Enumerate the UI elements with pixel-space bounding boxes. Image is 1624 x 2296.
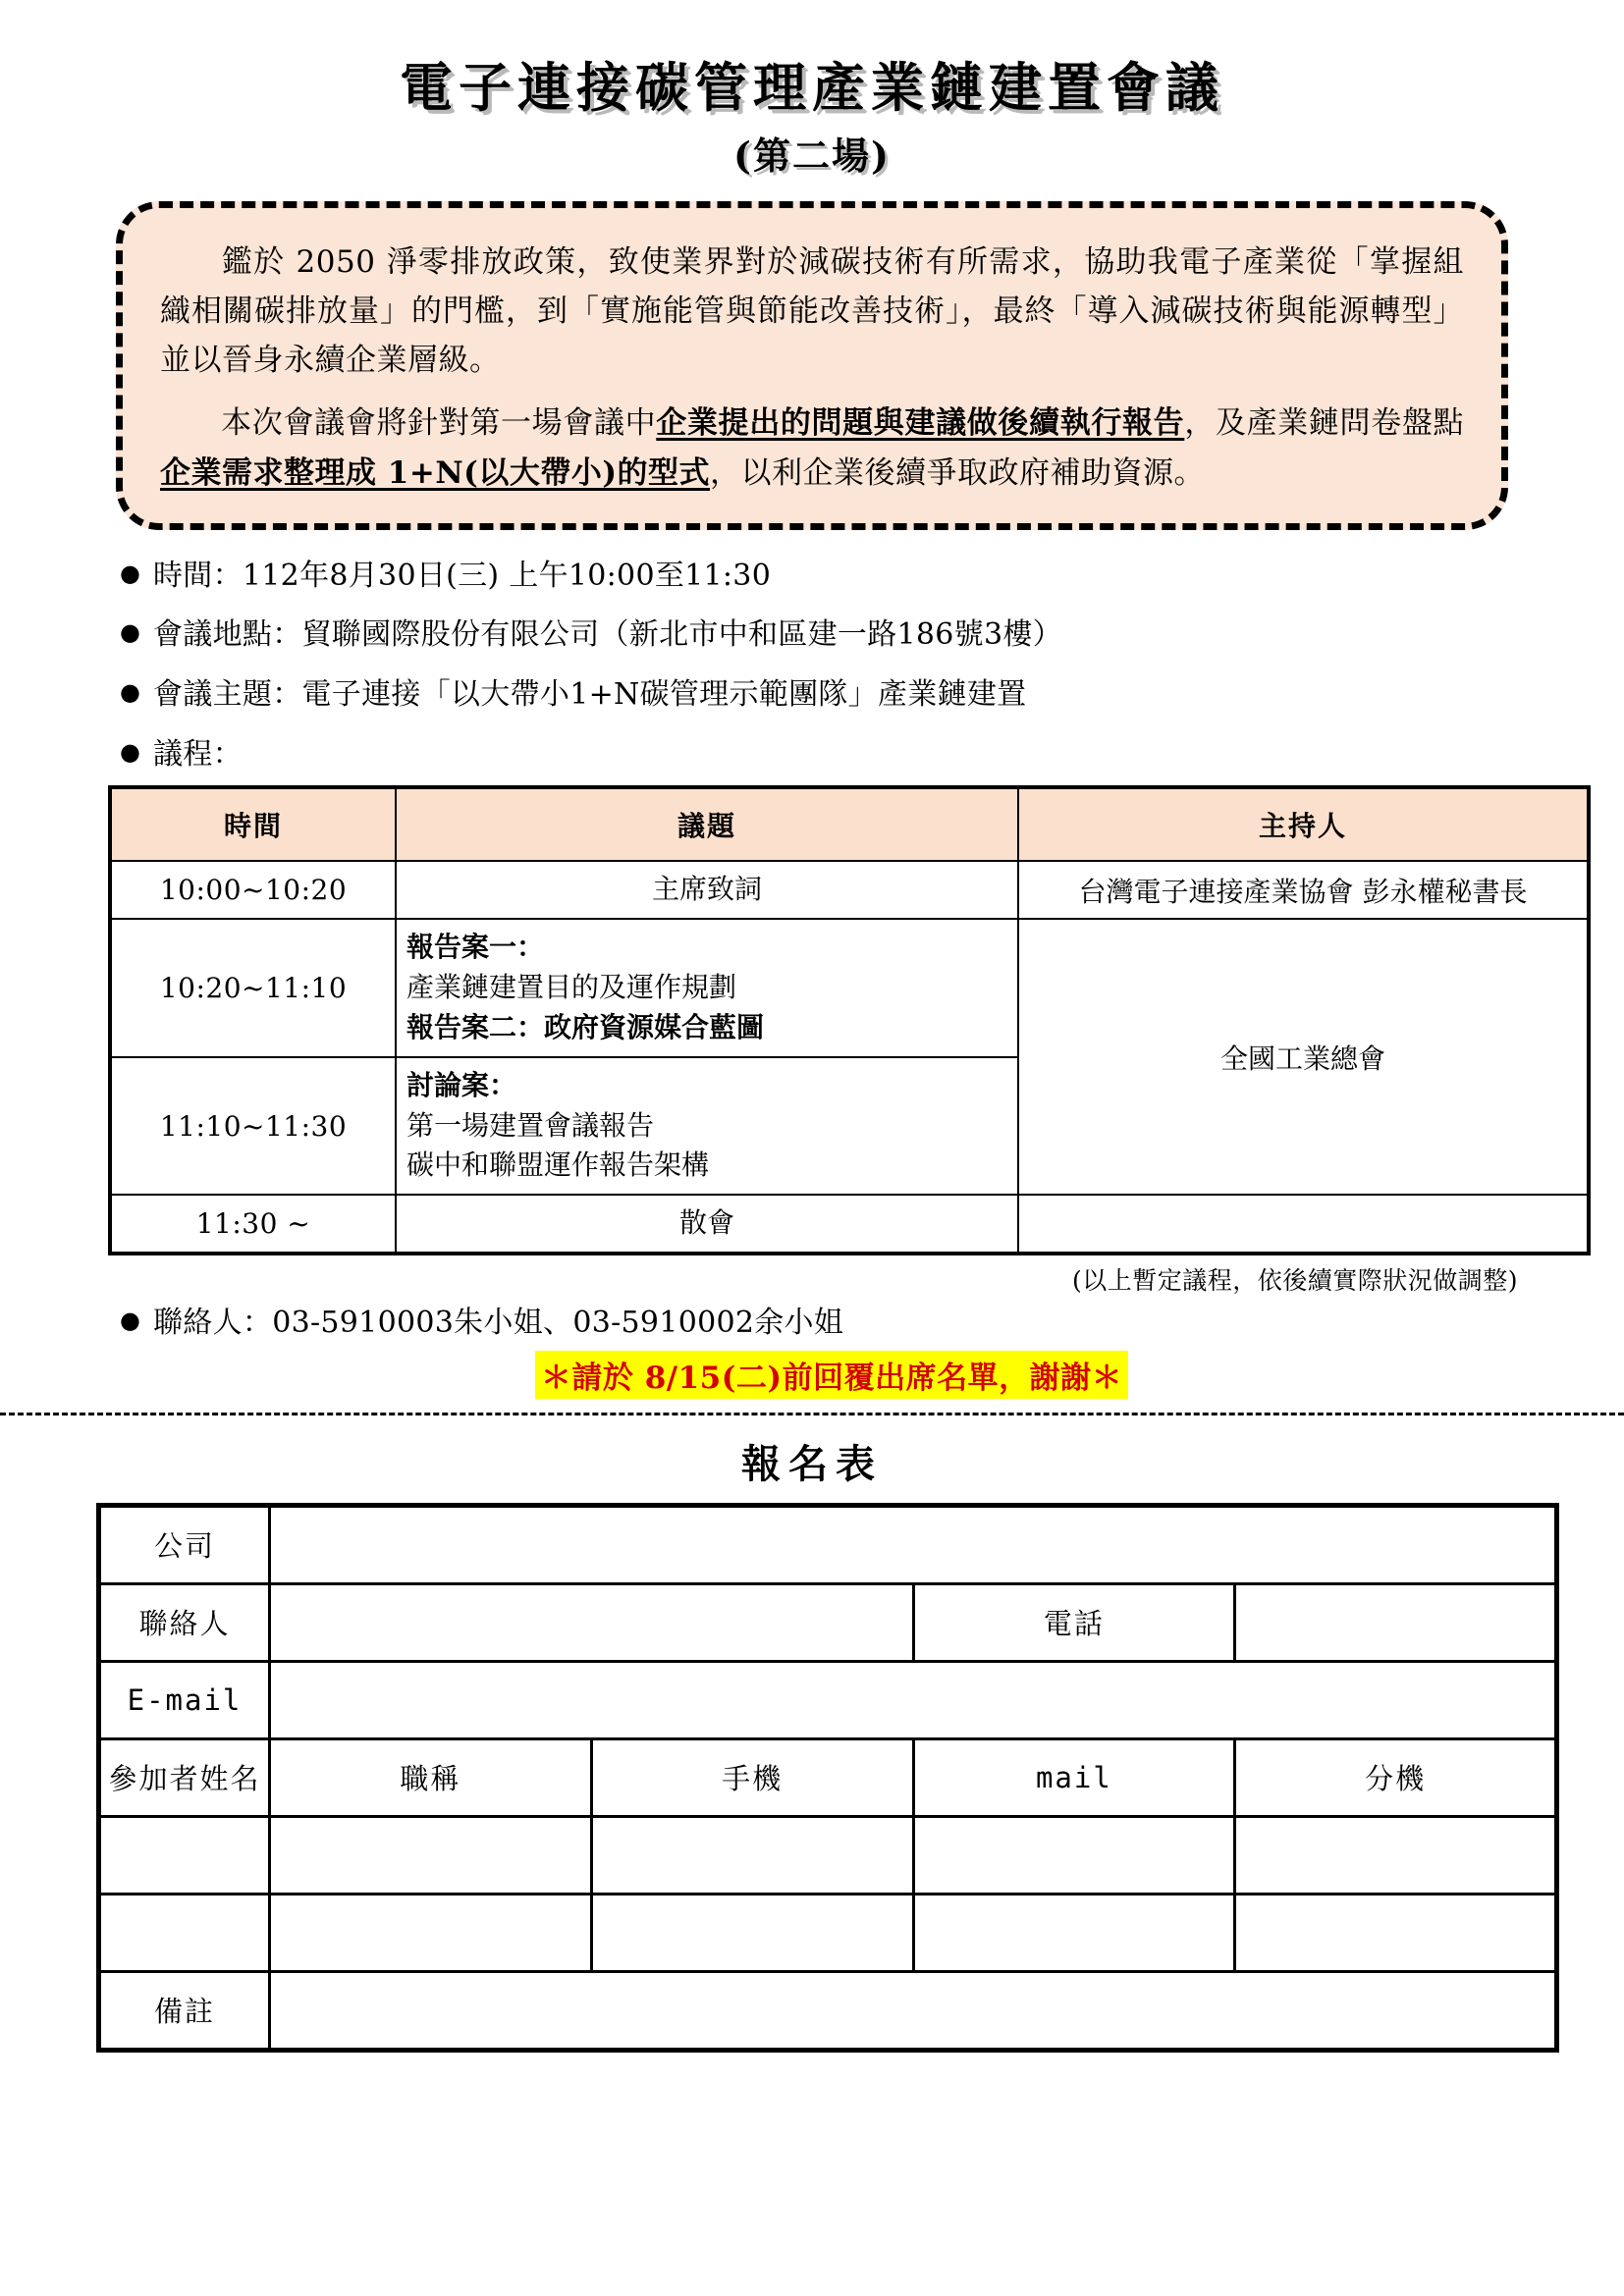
agenda-topic-cell	[396, 861, 1018, 919]
page-subtitle: (第二場)	[733, 133, 891, 178]
field-company[interactable]	[270, 1505, 1557, 1583]
participant-mail-cell[interactable]	[913, 1894, 1235, 1971]
agenda-topic-line: 碳中和聯盟運作報告架構	[406, 1148, 710, 1182]
form-row-contact	[99, 1583, 1557, 1661]
intro-emphasis-1: 企業提出的問題與建議做後續執行報告	[656, 405, 1185, 442]
table-row	[110, 861, 1589, 919]
agenda-time-cell: 11:10~11:30	[110, 1057, 396, 1196]
deadline-notice-row	[106, 1351, 1518, 1399]
participant-col-mobile: 手機	[591, 1738, 913, 1816]
participant-mobile-cell[interactable]	[591, 1816, 913, 1894]
intro-callout-box	[116, 201, 1508, 530]
field-remark[interactable]	[270, 1971, 1557, 2050]
form-row-email	[99, 1661, 1557, 1738]
bullet-dot-icon: ●	[120, 618, 140, 647]
bullet-dot-icon: ●	[120, 1307, 140, 1335]
agenda-col-host: 主持人	[1018, 787, 1589, 861]
bullet-label: 議程：	[153, 736, 243, 772]
bullet-item-topic-text	[153, 674, 1518, 717]
bullet-label: 聯絡人：	[153, 1306, 273, 1341]
bullet-value: 03-5910003朱小姐、03-5910002余小姐	[272, 1306, 844, 1341]
agenda-table-head	[110, 787, 1589, 861]
label-phone: 電話	[913, 1583, 1235, 1661]
bullet-item-location	[120, 614, 1518, 657]
bullet-item-contact-text	[153, 1303, 1518, 1345]
intro-emphasis-2: 企業需求整理成 1+N(以大帶小)的型式	[160, 454, 711, 491]
bullet-item-contact	[120, 1303, 1518, 1345]
label-contact-person: 聯絡人	[99, 1583, 270, 1661]
bullet-dot-icon: ●	[120, 737, 140, 766]
agenda-topic-line: 討論案：	[406, 1068, 517, 1101]
agenda-topic-cell	[396, 1195, 1018, 1254]
field-phone[interactable]	[1235, 1583, 1557, 1661]
agenda-host-cell: 台灣電子連接產業協會 彭永權秘書長	[1018, 861, 1589, 919]
table-row	[110, 919, 1589, 1057]
bullet-value: 112年8月30日(三) 上午10:00至11:30	[242, 558, 772, 593]
participant-col-mail: mail	[913, 1738, 1235, 1816]
contact-bullet-list	[106, 1303, 1518, 1345]
agenda-footnote: (以上暫定議程，依後續實際狀況做調整)	[1071, 1266, 1518, 1296]
agenda-topic-line: 主席致詞	[651, 873, 762, 906]
bullet-item-agenda	[120, 734, 1518, 776]
intro-seg-1: 本次會議會將針對第一場會議中	[221, 405, 657, 442]
agenda-topic-line: 第一場建置會議報告	[406, 1108, 655, 1142]
bullet-item-topic	[120, 674, 1518, 717]
table-row	[110, 1195, 1589, 1254]
bullet-dot-icon: ●	[120, 559, 140, 587]
table-row	[99, 1816, 1557, 1894]
label-company: 公司	[99, 1505, 270, 1583]
agenda-col-time: 時間	[110, 787, 396, 861]
bullet-item-time	[120, 556, 1518, 598]
bullet-item-agenda-text	[153, 734, 1518, 776]
participant-col-name: 參加者姓名	[99, 1738, 270, 1816]
label-email: E-mail	[99, 1661, 270, 1738]
form-row-remark	[99, 1971, 1557, 2050]
agenda-table-body	[110, 861, 1589, 1254]
participant-header-row	[99, 1738, 1557, 1816]
agenda-table	[108, 785, 1591, 1255]
intro-seg-5: ，以利企業後續爭取政府補助資源。	[710, 454, 1206, 491]
participant-mail-cell[interactable]	[913, 1816, 1235, 1894]
participant-col-extension: 分機	[1235, 1738, 1557, 1816]
agenda-time-cell: 10:20~11:10	[110, 919, 396, 1057]
agenda-topic-cell	[396, 1057, 1018, 1196]
form-row-company	[99, 1505, 1557, 1583]
agenda-col-topic: 議題	[396, 787, 1018, 861]
registration-form-title: 報名表	[741, 1440, 883, 1487]
intro-paragraph-2	[160, 399, 1464, 497]
agenda-topic-line: 報告案一：	[406, 931, 545, 964]
field-contact-person[interactable]	[270, 1583, 914, 1661]
registration-form-table	[96, 1503, 1559, 2053]
participant-title-cell[interactable]	[270, 1894, 592, 1971]
agenda-host-cell: 全國工業總會	[1018, 919, 1589, 1195]
agenda-header-row	[110, 787, 1589, 861]
cut-here-dashed-divider	[0, 1413, 1624, 1415]
table-row	[99, 1894, 1557, 1971]
page-title: 電子連接碳管理產業鏈建置會議	[400, 56, 1224, 119]
agenda-host-cell	[1018, 1195, 1589, 1254]
intro-seg-3: ，及產業鏈問卷盤點	[1184, 405, 1465, 442]
bullet-dot-icon: ●	[120, 678, 140, 706]
deadline-notice-highlight: ＊請於 8/15(二)前回覆出席名單，謝謝＊	[535, 1351, 1128, 1399]
agenda-topic-line: 產業鏈建置目的及運作規劃	[406, 970, 737, 1003]
bullet-label: 會議主題：	[153, 677, 302, 712]
intro-paragraph-1-text: 鑑於 2050 淨零排放政策，致使業界對於減碳技術有所需求，協助我電子產業從「掌握組織相關碳排放量」的門檻，到「實施能管與節能改善技術」，最終「導入減碳技術與能源轉型」並以晉身永續企業層級。	[160, 243, 1464, 379]
agenda-time-cell: 11:30 ~	[110, 1195, 396, 1254]
intro-paragraph-1	[160, 238, 1464, 386]
participant-name-cell[interactable]	[99, 1894, 270, 1971]
field-email[interactable]	[270, 1661, 1557, 1738]
participant-name-cell[interactable]	[99, 1816, 270, 1894]
bullet-value: 貿聯國際股份有限公司（新北市中和區建一路186號3樓）	[301, 617, 1062, 653]
bullet-value: 電子連接「以大帶小1+N碳管理示範團隊」產業鏈建置	[301, 677, 1027, 712]
participant-col-title: 職稱	[270, 1738, 592, 1816]
bullet-item-location-text	[153, 614, 1518, 657]
agenda-topic-line: 散會	[678, 1206, 734, 1240]
participant-extension-cell[interactable]	[1235, 1894, 1557, 1971]
agenda-topic-cell	[396, 919, 1018, 1057]
info-bullet-list	[106, 556, 1518, 775]
label-remark: 備註	[99, 1971, 270, 2050]
participant-extension-cell[interactable]	[1235, 1816, 1557, 1894]
registration-form-body	[99, 1505, 1557, 2050]
bullet-item-time-text	[153, 556, 1518, 598]
participant-mobile-cell[interactable]	[591, 1894, 913, 1971]
agenda-time-cell: 10:00~10:20	[110, 861, 396, 919]
agenda-topic-line: 報告案二：政府資源媒合藍圖	[406, 1010, 765, 1043]
bullet-label: 會議地點：	[153, 617, 302, 653]
participant-title-cell[interactable]	[270, 1816, 592, 1894]
title-block	[106, 0, 1518, 180]
bullet-label: 時間：	[153, 558, 243, 593]
